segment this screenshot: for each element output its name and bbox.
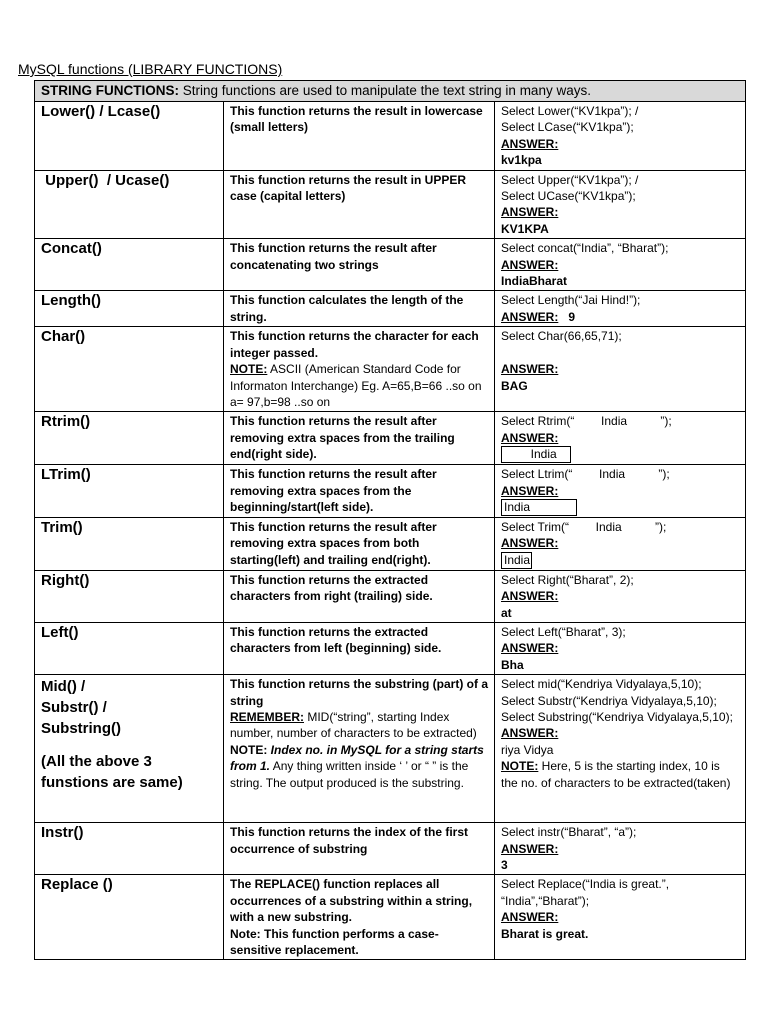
answer-label: ANSWER: xyxy=(501,205,559,220)
table-row xyxy=(35,675,746,823)
answer-value: at xyxy=(501,605,512,620)
answer-label: ANSWER: xyxy=(501,910,559,925)
function-description: This function returns the result after removing extra spaces from the trailing end(right side). xyxy=(224,412,495,465)
answer-value: 9 xyxy=(568,309,576,324)
function-description: This function returns the character for each integer passed. NOTE: ASCII (American Standard Code for Informaton Interchange) Eg. A=65,B=66 ..so on a= 97,b=98 ..so on xyxy=(224,327,495,412)
answer-value: Bharat is great. xyxy=(501,926,589,941)
function-name: Char() xyxy=(35,327,224,412)
function-example: Select Lower(“KV1kpa”); / Select LCase(“KV1kpa”); ANSWER: kv1kpa xyxy=(495,102,746,171)
string-functions-table xyxy=(34,80,746,960)
answer-label: ANSWER: xyxy=(501,841,559,856)
answer-value: Bha xyxy=(501,657,524,672)
function-name: Lower() / Lcase() xyxy=(35,102,224,171)
answer-box: India xyxy=(501,499,577,516)
page-title: MySQL functions (LIBRARY FUNCTIONS) xyxy=(18,61,283,77)
function-description: This function returns the result after concatenating two strings xyxy=(224,239,495,291)
table-row xyxy=(35,412,746,465)
function-example: Select Replace(“India is great.”, “India”,“Bharat”); ANSWER: Bharat is great. xyxy=(495,875,746,960)
answer-label: ANSWER: xyxy=(501,309,559,324)
table-row xyxy=(35,102,746,171)
function-name: Concat() xyxy=(35,239,224,291)
answer-label: ANSWER: xyxy=(501,536,559,551)
function-description: This function returns the result after removing extra spaces from the beginning/start(left side). xyxy=(224,465,495,518)
answer-label: ANSWER: xyxy=(501,483,559,498)
table-row xyxy=(35,291,746,327)
table-row xyxy=(35,327,746,412)
answer-box: India xyxy=(501,552,532,569)
function-name: LTrim() xyxy=(35,465,224,518)
function-description: This function returns the result after removing extra spaces from both starting(left) and trailing end(right). xyxy=(224,517,495,570)
function-description: This function returns the result in lowercase (small letters) xyxy=(224,102,495,171)
function-group-note: (All the above 3 funstions are same) xyxy=(41,753,183,792)
function-description: This function returns the result in UPPER case (capital letters) xyxy=(224,170,495,239)
function-description: This function returns the extracted characters from right (trailing) side. xyxy=(224,570,495,622)
table-row xyxy=(35,465,746,518)
function-example: Select instr(“Bharat”, “a”); ANSWER: 3 xyxy=(495,823,746,875)
function-name: Trim() xyxy=(35,517,224,570)
function-name: Length() xyxy=(35,291,224,327)
answer-value: KV1KPA xyxy=(501,221,549,236)
answer-label: ANSWER: xyxy=(501,726,559,741)
answer-label: ANSWER: xyxy=(501,136,559,151)
header-text: String functions are used to manipulate the text string in many ways. xyxy=(179,83,591,98)
answer-value: BAG xyxy=(501,378,528,393)
function-name: Right() xyxy=(35,570,224,622)
function-example: Select Length(“Jai Hind!”); ANSWER: 9 xyxy=(495,291,746,327)
answer-label: ANSWER: xyxy=(501,257,559,272)
function-name: Upper() / Ucase() xyxy=(35,170,224,239)
answer-value: kv1kpa xyxy=(501,153,542,168)
answer-label: ANSWER: xyxy=(501,430,559,445)
function-name: Instr() xyxy=(35,823,224,875)
table-row xyxy=(35,239,746,291)
function-example: Select concat(“India”, “Bharat”); ANSWER: IndiaBharat xyxy=(495,239,746,291)
function-description: The REPLACE() function replaces all occurrences of a substring within a string, with a new substring. Note: This function performs a case-sensitive replacement. xyxy=(224,875,495,960)
answer-value: 3 xyxy=(501,858,508,872)
table-row xyxy=(35,622,746,674)
function-example: Select Upper(“KV1kpa”); / Select UCase(“KV1kpa”); ANSWER: KV1KPA xyxy=(495,170,746,239)
answer-box: India xyxy=(501,446,571,463)
function-description: This function returns the substring (part) of a string REMEMBER: MID(“string”, starting Index number, number of characters to be extracted) NOTE: Index no. in MySQL for a string starts from 1. Any thing written inside ‘ ’ or “ ” is the string. The output produced is the substring. xyxy=(224,675,495,823)
table-header xyxy=(35,81,746,102)
function-example: Select Left(“Bharat”, 3); ANSWER: Bha xyxy=(495,622,746,674)
function-example: Select Char(66,65,71); ANSWER: BAG xyxy=(495,327,746,412)
table-row xyxy=(35,517,746,570)
function-name: Mid() / Substr() / Substring() (All the above 3 funstions are same) xyxy=(35,675,224,823)
table-row xyxy=(35,875,746,960)
table-row xyxy=(35,823,746,875)
function-example: Select Right(“Bharat”, 2); ANSWER: at xyxy=(495,570,746,622)
function-example: Select Trim(“ India ”); ANSWER: India xyxy=(495,517,746,570)
answer-label: ANSWER: xyxy=(501,589,559,604)
function-description: This function returns the index of the first occurrence of substring xyxy=(224,823,495,875)
header-label: STRING FUNCTIONS: xyxy=(41,83,179,98)
function-name: Left() xyxy=(35,622,224,674)
function-name: Rtrim() xyxy=(35,412,224,465)
function-example: Select Rtrim(“ India ”); ANSWER: India xyxy=(495,412,746,465)
answer-value: IndiaBharat xyxy=(501,274,568,289)
function-example: Select mid(“Kendriya Vidyalaya,5,10); Select Substr(“Kendriya Vidyalaya,5,10); Select Substring(“Kendriya Vidyalaya,5,10); ANSWER: riya Vidya NOTE: Here, 5 is the starting index, 10 is the no. of characters to be extracted(taken) xyxy=(495,675,746,823)
function-description: This function returns the extracted characters from left (beginning) side. xyxy=(224,622,495,674)
answer-label: ANSWER: xyxy=(501,641,559,656)
answer-value: riya Vidya xyxy=(501,742,554,757)
answer-label: ANSWER: xyxy=(501,362,559,377)
function-example: Select Ltrim(“ India ”); ANSWER: India xyxy=(495,465,746,518)
function-name: Replace () xyxy=(35,875,224,960)
table-row xyxy=(35,570,746,622)
table-header-row xyxy=(35,81,746,102)
table-row xyxy=(35,170,746,239)
function-description: This function calculates the length of the string. xyxy=(224,291,495,327)
